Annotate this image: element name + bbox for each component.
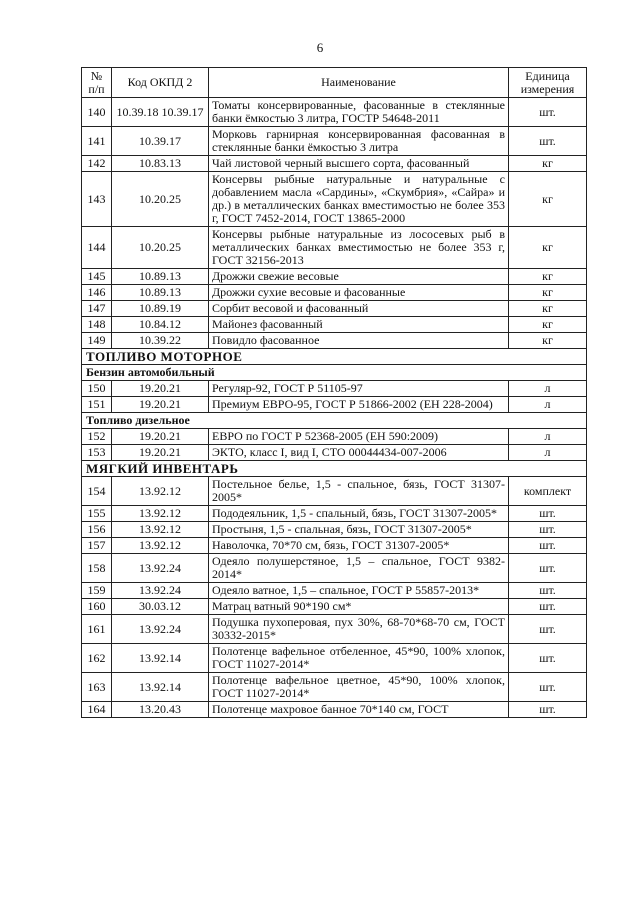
row-number: 160 bbox=[82, 599, 112, 615]
okpd-code: 10.89.13 bbox=[112, 269, 209, 285]
item-name: Морковь гарнирная консервированная фасованная в стеклянные банки ёмкостью 3 литра bbox=[209, 127, 509, 156]
item-name: ЕВРО по ГОСТ Р 52368-2005 (ЕН 590:2009) bbox=[209, 429, 509, 445]
table-row bbox=[82, 429, 587, 445]
table-row bbox=[82, 673, 587, 702]
item-unit: шт. bbox=[509, 702, 587, 718]
row-number: 161 bbox=[82, 615, 112, 644]
item-name: Дрожжи свежие весовые bbox=[209, 269, 509, 285]
okpd-code: 13.92.12 bbox=[112, 522, 209, 538]
item-unit: кг bbox=[509, 317, 587, 333]
table-header-row bbox=[82, 68, 587, 98]
item-name: Сорбит весовой и фасованный bbox=[209, 301, 509, 317]
item-unit: кг bbox=[509, 285, 587, 301]
row-number: 142 bbox=[82, 156, 112, 172]
row-number: 156 bbox=[82, 522, 112, 538]
item-name: Повидло фасованное bbox=[209, 333, 509, 349]
section-title: МЯГКИЙ ИНВЕНТАРЬ bbox=[82, 461, 587, 477]
row-number: 154 bbox=[82, 477, 112, 506]
item-name: Одеяло полушерстяное, 1,5 – спальное, ГОСТ 9382-2014* bbox=[209, 554, 509, 583]
okpd-code: 13.20.43 bbox=[112, 702, 209, 718]
okpd-code: 13.92.24 bbox=[112, 583, 209, 599]
okpd-code: 13.92.24 bbox=[112, 554, 209, 583]
table-row bbox=[82, 445, 587, 461]
table-row bbox=[82, 301, 587, 317]
item-unit: шт. bbox=[509, 644, 587, 673]
table-row bbox=[82, 397, 587, 413]
okpd-code: 10.20.25 bbox=[112, 172, 209, 227]
item-name: Томаты консервированные, фасованные в стеклянные банки ёмкостью 3 литра, ГОСТР 54648-2011 bbox=[209, 98, 509, 127]
item-name: Консервы рыбные натуральные из лососевых рыб в металлических банках вместимостью не более 353 г, ГОСТ 32156-2013 bbox=[209, 227, 509, 269]
table-row bbox=[82, 477, 587, 506]
row-number: 163 bbox=[82, 673, 112, 702]
item-unit: кг bbox=[509, 269, 587, 285]
table-row bbox=[82, 285, 587, 301]
header-num: № п/п bbox=[82, 68, 112, 98]
okpd-code: 19.20.21 bbox=[112, 429, 209, 445]
table-row bbox=[82, 522, 587, 538]
okpd-code: 13.92.14 bbox=[112, 673, 209, 702]
okpd-code: 19.20.21 bbox=[112, 397, 209, 413]
item-unit: л bbox=[509, 445, 587, 461]
item-unit: шт. bbox=[509, 673, 587, 702]
products-table bbox=[81, 67, 587, 718]
okpd-code: 10.89.19 bbox=[112, 301, 209, 317]
table-row bbox=[82, 381, 587, 397]
item-unit: шт. bbox=[509, 522, 587, 538]
item-name: Простыня, 1,5 - спальная, бязь, ГОСТ 31307-2005* bbox=[209, 522, 509, 538]
table-row bbox=[82, 599, 587, 615]
table-row bbox=[82, 506, 587, 522]
table-row bbox=[82, 98, 587, 127]
item-name: Майонез фасованный bbox=[209, 317, 509, 333]
row-number: 158 bbox=[82, 554, 112, 583]
row-number: 164 bbox=[82, 702, 112, 718]
table-row bbox=[82, 583, 587, 599]
item-unit: шт. bbox=[509, 615, 587, 644]
section-header-row bbox=[82, 461, 587, 477]
table-row bbox=[82, 538, 587, 554]
row-number: 159 bbox=[82, 583, 112, 599]
item-name: Одеяло ватное, 1,5 – спальное, ГОСТ Р 55857-2013* bbox=[209, 583, 509, 599]
table-row bbox=[82, 127, 587, 156]
item-unit: шт. bbox=[509, 599, 587, 615]
table-row bbox=[82, 172, 587, 227]
item-unit: кг bbox=[509, 156, 587, 172]
table-row bbox=[82, 227, 587, 269]
item-unit: шт. bbox=[509, 127, 587, 156]
row-number: 151 bbox=[82, 397, 112, 413]
item-unit: кг bbox=[509, 301, 587, 317]
item-name: Премиум ЕВРО-95, ГОСТ Р 51866-2002 (ЕН 228-2004) bbox=[209, 397, 509, 413]
okpd-code: 13.92.24 bbox=[112, 615, 209, 644]
row-number: 147 bbox=[82, 301, 112, 317]
okpd-code: 13.92.14 bbox=[112, 644, 209, 673]
row-number: 152 bbox=[82, 429, 112, 445]
section-title: ТОПЛИВО МОТОРНОЕ bbox=[82, 349, 587, 365]
page-number: 6 bbox=[316, 40, 324, 55]
item-unit: кг bbox=[509, 227, 587, 269]
okpd-code: 13.92.12 bbox=[112, 506, 209, 522]
item-unit: шт. bbox=[509, 538, 587, 554]
okpd-code: 10.39.22 bbox=[112, 333, 209, 349]
okpd-code: 10.39.17 bbox=[112, 127, 209, 156]
table-row bbox=[82, 644, 587, 673]
row-number: 143 bbox=[82, 172, 112, 227]
item-unit: шт. bbox=[509, 554, 587, 583]
row-number: 155 bbox=[82, 506, 112, 522]
header-name: Наименование bbox=[209, 68, 509, 98]
item-unit: кг bbox=[509, 172, 587, 227]
item-name: Полотенце вафельное цветное, 45*90, 100% хлопок, ГОСТ 11027-2014* bbox=[209, 673, 509, 702]
item-name: Полотенце вафельное отбеленное, 45*90, 100% хлопок, ГОСТ 11027-2014* bbox=[209, 644, 509, 673]
row-number: 150 bbox=[82, 381, 112, 397]
item-unit: л bbox=[509, 397, 587, 413]
okpd-code: 19.20.21 bbox=[112, 445, 209, 461]
item-name: Чай листовой черный высшего сорта, фасованный bbox=[209, 156, 509, 172]
item-name: Пододеяльник, 1,5 - спальный, бязь, ГОСТ 31307-2005* bbox=[209, 506, 509, 522]
item-name: Наволочка, 70*70 см, бязь, ГОСТ 31307-2005* bbox=[209, 538, 509, 554]
item-name: Полотенце махровое банное 70*140 см, ГОСТ bbox=[209, 702, 509, 718]
row-number: 141 bbox=[82, 127, 112, 156]
header-unit: Единица измерения bbox=[509, 68, 587, 98]
table-row bbox=[82, 156, 587, 172]
item-unit: л bbox=[509, 429, 587, 445]
item-name: Консервы рыбные натуральные и натуральные с добавлением масла «Сардины», «Скумбрия», «Сайра» и др.) в металлических банках вместимостью не более 353 г, ГОСТ 7452-2014, ГОСТ 13865-2000 bbox=[209, 172, 509, 227]
row-number: 157 bbox=[82, 538, 112, 554]
item-name: Дрожжи сухие весовые и фасованные bbox=[209, 285, 509, 301]
item-name: Подушка пухоперовая, пух 30%, 68-70*68-70 см, ГОСТ 30332-2015* bbox=[209, 615, 509, 644]
row-number: 148 bbox=[82, 317, 112, 333]
okpd-code: 10.39.18 10.39.17 bbox=[112, 98, 209, 127]
row-number: 140 bbox=[82, 98, 112, 127]
table-row bbox=[82, 554, 587, 583]
okpd-code: 10.83.13 bbox=[112, 156, 209, 172]
table-row bbox=[82, 702, 587, 718]
okpd-code: 13.92.12 bbox=[112, 538, 209, 554]
row-number: 149 bbox=[82, 333, 112, 349]
header-code: Код ОКПД 2 bbox=[112, 68, 209, 98]
item-unit: кг bbox=[509, 333, 587, 349]
okpd-code: 30.03.12 bbox=[112, 599, 209, 615]
row-number: 146 bbox=[82, 285, 112, 301]
item-name: ЭКТО, класс I, вид I, СТО 00044434-007-2006 bbox=[209, 445, 509, 461]
okpd-code: 10.84.12 bbox=[112, 317, 209, 333]
item-name: Постельное белье, 1,5 - спальное, бязь, ГОСТ 31307-2005* bbox=[209, 477, 509, 506]
table-row bbox=[82, 333, 587, 349]
okpd-code: 10.89.13 bbox=[112, 285, 209, 301]
table-row bbox=[82, 615, 587, 644]
item-name: Матрац ватный 90*190 см* bbox=[209, 599, 509, 615]
section-title: Бензин автомобильный bbox=[82, 365, 587, 381]
okpd-code: 13.92.12 bbox=[112, 477, 209, 506]
row-number: 144 bbox=[82, 227, 112, 269]
row-number: 145 bbox=[82, 269, 112, 285]
section-header-row bbox=[82, 365, 587, 381]
row-number: 162 bbox=[82, 644, 112, 673]
item-unit: шт. bbox=[509, 98, 587, 127]
item-unit: комплект bbox=[509, 477, 587, 506]
row-number: 153 bbox=[82, 445, 112, 461]
table-row bbox=[82, 317, 587, 333]
item-unit: шт. bbox=[509, 583, 587, 599]
item-unit: шт. bbox=[509, 506, 587, 522]
table-row bbox=[82, 269, 587, 285]
item-unit: л bbox=[509, 381, 587, 397]
section-title: Топливо дизельное bbox=[82, 413, 587, 429]
okpd-code: 19.20.21 bbox=[112, 381, 209, 397]
item-name: Регуляр-92, ГОСТ Р 51105-97 bbox=[209, 381, 509, 397]
section-header-row bbox=[82, 349, 587, 365]
section-header-row bbox=[82, 413, 587, 429]
okpd-code: 10.20.25 bbox=[112, 227, 209, 269]
